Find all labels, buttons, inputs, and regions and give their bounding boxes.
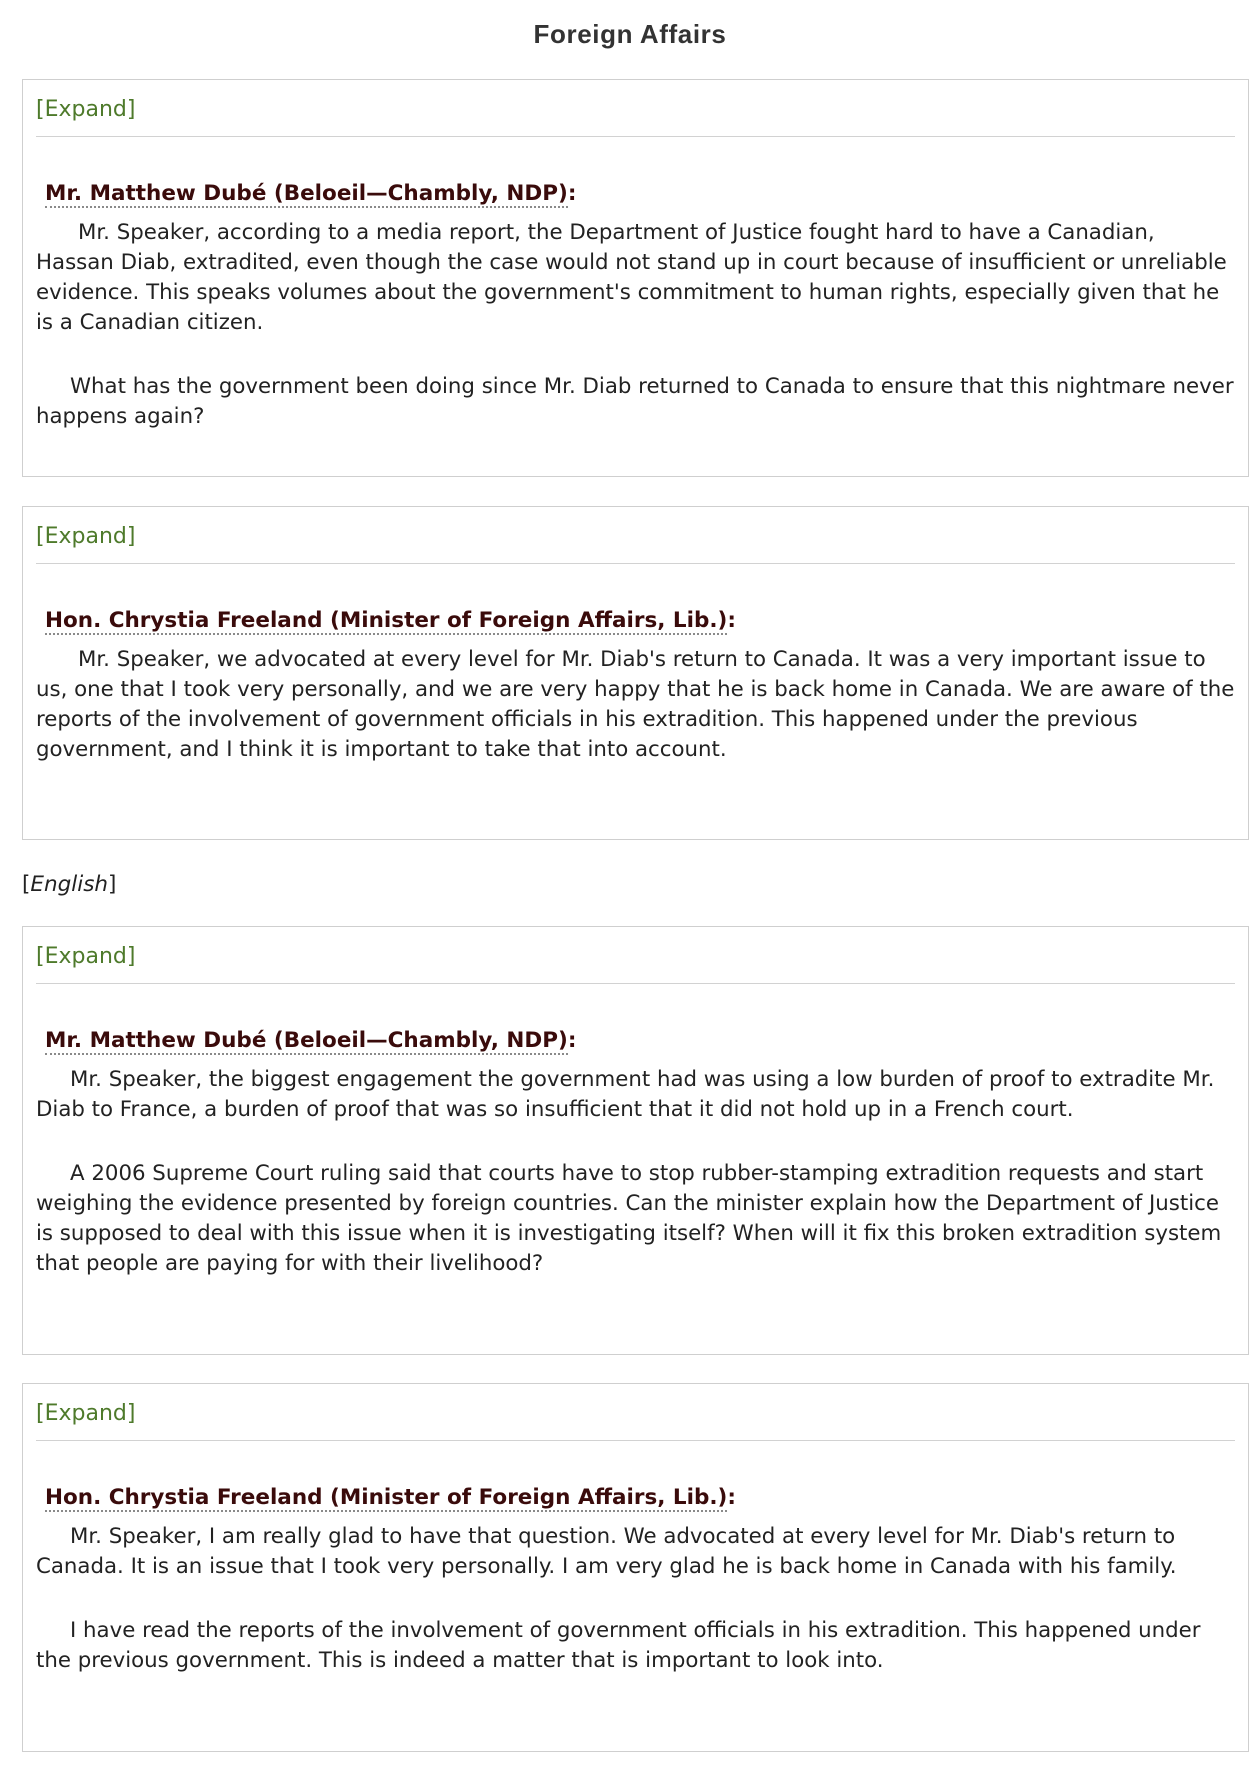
speech-paragraph: I have read the reports of the involvement of government officials in his extradition. This happened under the previous government. This is indeed a matter that is important to look into. bbox=[36, 1618, 1201, 1673]
divider bbox=[36, 136, 1235, 137]
speech-paragraph: A 2006 Supreme Court ruling said that courts have to stop rubber-stamping extradition requests and start weighing the evidence presented by foreign countries. Can the minister explain how the Department of Justice is supposed to deal with this issue when it is investigating itself? When will it fix this broken extradition system that people are paying for with their livelihood? bbox=[36, 1161, 1222, 1276]
speech-paragraph: Mr. Speaker, according to a media report, the Department of Justice fought hard to have a Canadian, Hassan Diab, extradited, even though the case would not stand up in court because of insufficient or unreliable evidence. This speaks volumes about the government's commitment to human rights, especially given that he is a Canadian citizen. bbox=[36, 220, 1227, 335]
intervention-block bbox=[22, 79, 1249, 477]
speaker-colon: : bbox=[727, 608, 736, 633]
speaker-heading bbox=[36, 179, 1235, 209]
intervention-block bbox=[22, 1383, 1249, 1752]
language-bracket-close: ] bbox=[108, 872, 117, 897]
speech-paragraph: What has the government been doing since Mr. Diab returned to Canada to ensure that this nightmare never happens again? bbox=[36, 374, 1234, 429]
speaker-heading bbox=[36, 1026, 1235, 1056]
expand-link[interactable]: [Expand] bbox=[36, 97, 136, 122]
language-bracket-open: [ bbox=[22, 872, 31, 897]
intervention-block bbox=[22, 506, 1249, 840]
page-title: Foreign Affairs bbox=[533, 19, 727, 49]
divider bbox=[36, 563, 1235, 564]
language-marker bbox=[22, 870, 116, 900]
speaker-name-link[interactable]: Mr. Matthew Dubé (Beloeil—Chambly, NDP) bbox=[45, 181, 568, 206]
speaker-colon: : bbox=[567, 1028, 577, 1053]
speaker-heading bbox=[36, 606, 1235, 636]
intervention-block bbox=[22, 926, 1249, 1355]
speaker-name-link[interactable]: Hon. Chrystia Freeland (Minister of Foreign Affairs, Lib.) bbox=[45, 1485, 728, 1510]
divider bbox=[36, 1440, 1235, 1441]
speaker-colon: : bbox=[567, 181, 577, 206]
speech-paragraph: Mr. Speaker, the biggest engagement the government had was using a low burden of proof to extradite Mr. Diab to France, a burden of proof that was so insufficient that it did not hold up in a French court. bbox=[36, 1067, 1215, 1122]
speaker-heading bbox=[36, 1483, 1235, 1513]
speech-paragraph: Mr. Speaker, I am really glad to have that question. We advocated at every level for Mr. Diab's return to Canada. It is an issue that I took very personally. I am very glad he is back home in Canada with his family. bbox=[36, 1524, 1177, 1579]
speaker-name-link[interactable]: Hon. Chrystia Freeland (Minister of Foreign Affairs, Lib.) bbox=[45, 608, 728, 633]
expand-link[interactable]: [Expand] bbox=[36, 524, 136, 549]
divider bbox=[36, 983, 1235, 984]
speech-paragraph: Mr. Speaker, we advocated at every level for Mr. Diab's return to Canada. It was a very important issue to us, one that I took very personally, and we are very happy that he is back home in Canada. We are aware of the reports of the involvement of government officials in his extradition. This happened under the previous government, and I think it is important to take that into account. bbox=[36, 647, 1235, 762]
expand-link[interactable]: [Expand] bbox=[36, 944, 136, 969]
speaker-name-link[interactable]: Mr. Matthew Dubé (Beloeil—Chambly, NDP) bbox=[45, 1028, 568, 1053]
expand-link[interactable]: [Expand] bbox=[36, 1401, 136, 1426]
speaker-colon: : bbox=[727, 1485, 736, 1510]
language-label: English bbox=[30, 872, 109, 897]
